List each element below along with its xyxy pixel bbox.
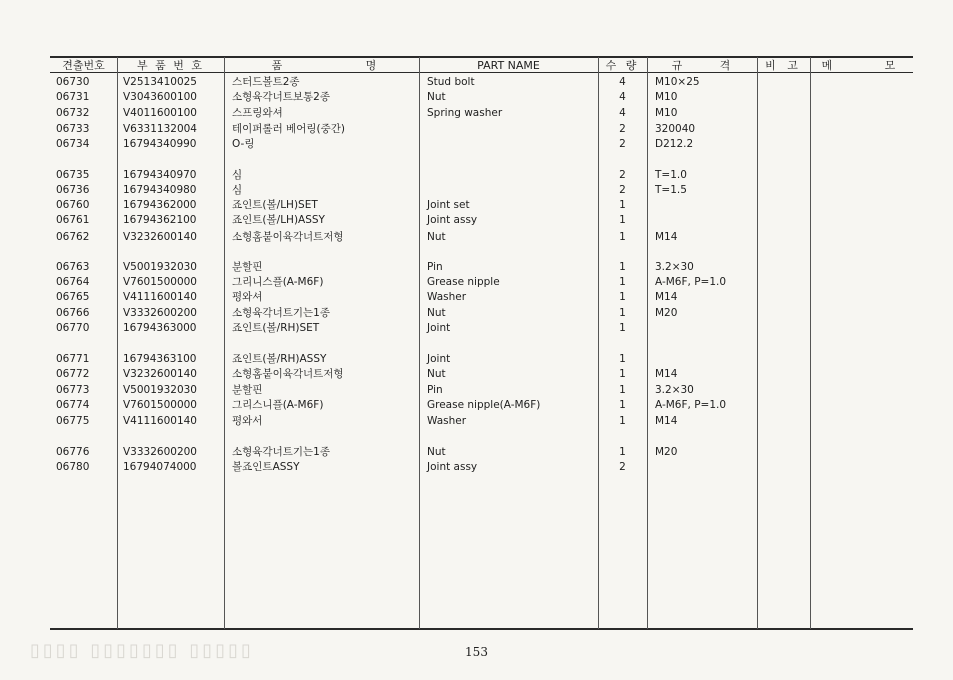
row-no: 06764 — [56, 276, 90, 288]
row-no: 06765 — [56, 291, 90, 303]
row-qty: 1 — [619, 307, 626, 319]
row-qty: 2 — [619, 184, 626, 196]
row-qty: 1 — [619, 368, 626, 380]
row-part-number: V7601500000 — [123, 399, 197, 411]
row-spec — [655, 321, 755, 335]
row-no: 06763 — [56, 261, 90, 273]
row-no: 06771 — [56, 353, 90, 365]
row-no: 06760 — [56, 199, 90, 211]
row-part-name — [427, 183, 597, 197]
row-no: 06735 — [56, 169, 90, 181]
row-spec: M10 — [655, 91, 678, 103]
row-no: 06761 — [56, 214, 90, 226]
row-part-number: V5001932030 — [123, 384, 197, 396]
row-no: 06773 — [56, 384, 90, 396]
row-qty: 1 — [619, 322, 626, 334]
column-divider — [419, 57, 420, 629]
row-name-kr: 그리니스플(A-M6F) — [232, 276, 324, 288]
row-part-name: Nut — [427, 91, 446, 103]
row-name-kr: 분할핀 — [232, 261, 263, 273]
row-qty: 2 — [619, 461, 626, 473]
row-no: 06774 — [56, 399, 90, 411]
row-qty: 1 — [619, 261, 626, 273]
row-part-number: V5001932030 — [123, 261, 197, 273]
row-no: 06731 — [56, 91, 90, 103]
header-qty: 수 량 — [605, 59, 640, 72]
row-spec: D212.2 — [655, 138, 694, 150]
row-no: 06762 — [56, 231, 90, 243]
row-part-name: Joint — [427, 353, 451, 365]
header-name-kr-1: 품 — [271, 59, 283, 72]
header-no: 견출번호 — [62, 59, 105, 72]
row-part-number: 16794363100 — [123, 353, 197, 365]
row-name-kr: 소형홈붙이육각너트저형 — [232, 231, 344, 243]
row-name-kr: 분할핀 — [232, 384, 263, 396]
row-name-kr: 스프링와셔 — [232, 107, 283, 119]
row-part-name: Nut — [427, 231, 446, 243]
row-qty: 1 — [619, 214, 626, 226]
row-part-name: Nut — [427, 446, 446, 458]
row-spec: 320040 — [655, 123, 696, 135]
row-spec: 3.2×30 — [655, 261, 694, 273]
row-part-number: V4111600140 — [123, 291, 197, 303]
bleed-through-marks: ▯▯▯▯ ▯▯▯▯▯▯▯ ▯▯▯▯▯ — [30, 640, 254, 661]
row-part-number: 16794362000 — [123, 199, 197, 211]
row-name-kr: 죠인트(볼/LH)SET — [232, 199, 318, 211]
row-no: 06734 — [56, 138, 90, 150]
header-spec-2: 격 — [719, 59, 731, 72]
row-qty: 1 — [619, 399, 626, 411]
row-part-name: Grease nipple — [427, 276, 500, 288]
row-name-kr: 평와서 — [232, 415, 263, 427]
row-qty: 1 — [619, 291, 626, 303]
row-no: 06780 — [56, 461, 90, 473]
row-part-name — [427, 168, 597, 182]
row-spec: T=1.0 — [655, 169, 687, 181]
row-part-name: Grease nipple(A-M6F) — [427, 399, 541, 411]
row-name-kr: 볼죠인트ASSY — [232, 461, 300, 473]
row-part-name: Joint assy — [427, 214, 478, 226]
row-part-name: Joint set — [427, 199, 470, 211]
row-part-number: V7601500000 — [123, 276, 197, 288]
row-part-name: Washer — [427, 291, 467, 303]
row-name-kr: O-링 — [232, 138, 255, 150]
row-name-kr: 소형육각너트기는1종 — [232, 446, 330, 458]
row-qty: 1 — [619, 384, 626, 396]
row-no: 06775 — [56, 415, 90, 427]
row-name-kr: 평와셔 — [232, 291, 263, 303]
row-no: 06766 — [56, 307, 90, 319]
row-part-name: Spring washer — [427, 107, 503, 119]
row-spec: M14 — [655, 415, 678, 427]
row-spec: M14 — [655, 291, 678, 303]
row-name-kr: 심 — [232, 184, 243, 196]
row-qty: 1 — [619, 231, 626, 243]
row-no: 06772 — [56, 368, 90, 380]
row-qty: 2 — [619, 123, 626, 135]
row-spec — [655, 352, 755, 366]
row-qty: 1 — [619, 446, 626, 458]
row-name-kr: 테이퍼롤러 베어링(중간) — [232, 123, 345, 135]
row-name-kr: 심 — [232, 169, 243, 181]
row-part-number: V2513410025 — [123, 76, 197, 88]
row-part-number: 16794074000 — [123, 461, 197, 473]
row-name-kr: 소형육각너트보통2종 — [232, 91, 330, 103]
row-part-name: Stud bolt — [427, 76, 475, 88]
row-spec: T=1.5 — [655, 184, 687, 196]
row-no: 06736 — [56, 184, 90, 196]
row-qty: 2 — [619, 138, 626, 150]
row-name-kr: 죠인트(볼/RH)SET — [232, 322, 320, 334]
row-no: 06776 — [56, 446, 90, 458]
row-part-name: Nut — [427, 307, 446, 319]
row-name-kr: 소형홈붙이육각너트저형 — [232, 368, 344, 380]
header-part-number: 부 품 번 호 — [137, 59, 204, 72]
row-qty: 2 — [619, 169, 626, 181]
row-part-number: V3332600200 — [123, 307, 197, 319]
column-divider — [757, 57, 758, 629]
header-memo-2: 모 — [884, 59, 896, 72]
row-part-name: Nut — [427, 368, 446, 380]
row-part-number: 16794340990 — [123, 138, 197, 150]
row-name-kr: 그리스니플(A-M6F) — [232, 399, 324, 411]
row-qty: 1 — [619, 415, 626, 427]
row-part-name: Joint assy — [427, 461, 478, 473]
row-spec: M20 — [655, 307, 678, 319]
row-spec — [655, 198, 755, 212]
row-part-name — [427, 137, 597, 151]
column-divider — [224, 57, 225, 629]
row-spec: M10 — [655, 107, 678, 119]
row-spec: M14 — [655, 231, 678, 243]
row-part-number: 16794340970 — [123, 169, 197, 181]
row-part-number: V4011600100 — [123, 107, 197, 119]
row-part-number: V3043600100 — [123, 91, 197, 103]
row-part-number: V3232600140 — [123, 368, 197, 380]
row-part-number: V6331132004 — [123, 123, 197, 135]
row-part-number: 16794362100 — [123, 214, 197, 226]
row-part-name: Pin — [427, 384, 443, 396]
row-spec — [655, 213, 755, 227]
row-no: 06733 — [56, 123, 90, 135]
row-qty: 4 — [619, 91, 626, 103]
page-number: 153 — [465, 645, 488, 659]
row-qty: 1 — [619, 353, 626, 365]
row-spec: A-M6F, P=1.0 — [655, 276, 727, 288]
row-spec: M10×25 — [655, 76, 700, 88]
row-qty: 4 — [619, 76, 626, 88]
column-divider — [810, 57, 811, 629]
row-part-name: Washer — [427, 415, 467, 427]
header-name-kr-2: 명 — [365, 59, 377, 72]
row-part-number: V4111600140 — [123, 415, 197, 427]
row-spec: M20 — [655, 446, 678, 458]
header-memo-1: 메 — [821, 59, 833, 72]
row-part-name: Pin — [427, 261, 443, 273]
row-qty: 1 — [619, 276, 626, 288]
row-name-kr: 죠인트(볼/LH)ASSY — [232, 214, 325, 226]
top-rule — [50, 56, 913, 58]
column-divider — [598, 57, 599, 629]
row-part-number: V3332600200 — [123, 446, 197, 458]
row-no: 06732 — [56, 107, 90, 119]
header-remark: 비 고 — [765, 59, 802, 72]
row-spec: M14 — [655, 368, 678, 380]
bottom-rule — [50, 628, 913, 630]
row-qty: 4 — [619, 107, 626, 119]
row-spec — [655, 460, 755, 474]
row-name-kr: 소형육각너트기는1종 — [232, 307, 330, 319]
row-qty: 1 — [619, 199, 626, 211]
row-no: 06770 — [56, 322, 90, 334]
header-spec-1: 규 — [671, 59, 683, 72]
row-spec: 3.2×30 — [655, 384, 694, 396]
column-divider — [647, 57, 648, 629]
row-no: 06730 — [56, 76, 90, 88]
row-spec: A-M6F, P=1.0 — [655, 399, 727, 411]
row-part-name — [427, 122, 597, 136]
row-part-number: 16794340980 — [123, 184, 197, 196]
row-part-number: V3232600140 — [123, 231, 197, 243]
row-part-name: Joint — [427, 322, 451, 334]
row-part-number: 16794363000 — [123, 322, 197, 334]
row-name-kr: 스터드볼트2종 — [232, 76, 300, 88]
row-name-kr: 죠인트(볼/RH)ASSY — [232, 353, 327, 365]
header-part-name: PART NAME — [477, 59, 540, 72]
